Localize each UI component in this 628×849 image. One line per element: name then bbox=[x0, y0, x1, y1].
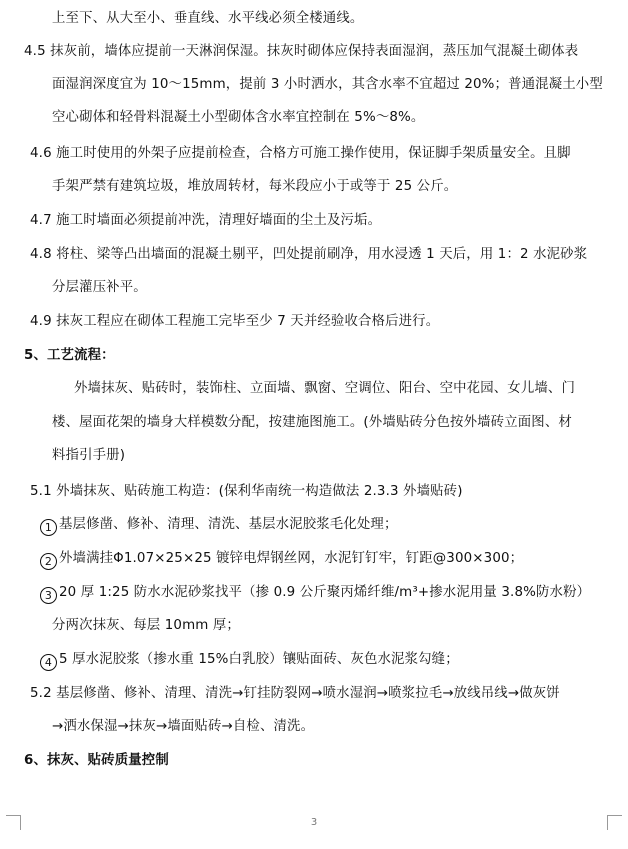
circled-number: 1 bbox=[40, 519, 57, 536]
section-heading: 5、工艺流程： bbox=[24, 348, 115, 363]
text-line: 分两次抹灰、每层 10mm 厚； bbox=[52, 618, 240, 633]
list-item bbox=[40, 515, 398, 536]
list-item bbox=[40, 583, 590, 604]
text-line: 4.7 施工时墙面必须提前冲洗，清理好墙面的尘土及污垢。 bbox=[30, 213, 382, 228]
list-item-text: 基层修凿、修补、清理、清洗、基层水泥胶浆毛化处理； bbox=[59, 517, 398, 532]
circled-number: 3 bbox=[40, 587, 57, 604]
text-line: 空心砌体和轻骨料混凝土小型砌体含水率宜控制在 5%～8%。 bbox=[52, 110, 425, 125]
list-item bbox=[40, 650, 459, 671]
list-item-text: 5 厚水泥胶浆（掺水重 15%白乳胶）镶贴面砖、灰色水泥浆勾缝； bbox=[59, 652, 459, 667]
text-line: 5.1 外墙抹灰、贴砖施工构造：(保利华南统一构造做法 2.3.3 外墙贴砖) bbox=[30, 484, 463, 499]
text-line: 4.5 抹灰前，墙体应提前一天淋润保湿。抹灰时砌体应保持表面湿润，蒸压加气混凝土砌体表 bbox=[24, 44, 579, 59]
page-number: 3 bbox=[310, 817, 318, 828]
text-line: 分层灌压补平。 bbox=[52, 280, 147, 295]
text-line: 4.9 抹灰工程应在砌体工程施工完毕至少 7 天并经验收合格后进行。 bbox=[30, 314, 440, 329]
text-line: 4.6 施工时使用的外架子应提前检查，合格方可施工操作使用，保证脚手架质量安全。且脚 bbox=[30, 146, 571, 161]
text-line: 料指引手册) bbox=[52, 448, 126, 463]
text-line: →洒水保湿→抹灰→墙面贴砖→自检、清洗。 bbox=[52, 719, 315, 734]
text-line: 上至下、从大至小、垂直线、水平线必须全楼通线。 bbox=[52, 11, 364, 26]
text-line: 手架严禁有建筑垃圾，堆放周转材，每米段应小于或等于 25 公斤。 bbox=[52, 179, 458, 194]
list-item-text: 外墙满挂Φ1.07×25×25 镀锌电焊钢丝网，水泥钉钉牢，钉距@300×300； bbox=[59, 551, 524, 566]
text-line: 5.2 基层修凿、修补、清理、清洗→钉挂防裂网→喷水湿润→喷浆拉毛→放线吊线→做灰饼 bbox=[30, 686, 560, 701]
text-line: 外墙抹灰、贴砖时，装饰柱、立面墙、飘窗、空调位、阳台、空中花园、女儿墙、门 bbox=[74, 381, 576, 396]
text-line: 楼、屋面花架的墙身大样模数分配，按建施图施工。(外墙贴砖分色按外墙砖立面图、材 bbox=[52, 415, 572, 430]
circled-number: 4 bbox=[40, 654, 57, 671]
list-item-text: 20 厚 1:25 防水水泥砂浆找平（掺 0.9 公斤聚丙烯纤维/m³+掺水泥用量 3.8%防水粉） bbox=[59, 585, 591, 600]
text-line: 4.8 将柱、梁等凸出墙面的混凝土剔平，凹处提前刷净，用水浸透 1 天后，用 1：2 水泥砂浆 bbox=[30, 247, 588, 262]
circled-number: 2 bbox=[40, 553, 57, 570]
section-heading: 6、抹灰、贴砖质量控制 bbox=[24, 753, 169, 768]
text-line: 面湿润深度宜为 10～15mm，提前 3 小时洒水，其含水率不宜超过 20%；普通混凝土小型 bbox=[52, 77, 603, 92]
list-item bbox=[40, 549, 523, 570]
